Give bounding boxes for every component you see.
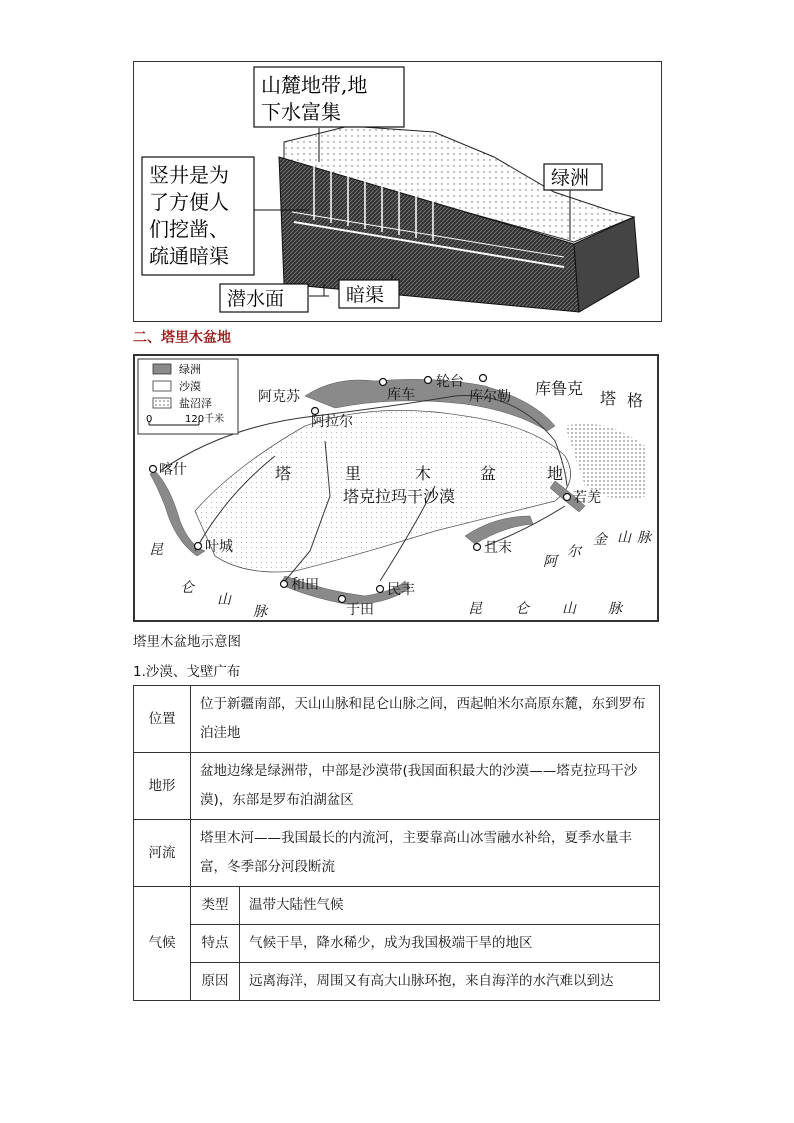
altun-char-5: 脉 xyxy=(637,530,651,546)
table-row xyxy=(134,887,660,925)
desert-name: 塔克拉玛干沙漠 xyxy=(343,487,456,506)
city-ruoqiang-marker xyxy=(564,494,571,501)
climate-sub-header: 特点 xyxy=(191,925,240,963)
basin-char-3: 木 xyxy=(415,464,432,483)
altun-char-3: 金 xyxy=(593,532,607,548)
basin-char-2: 里 xyxy=(345,464,362,483)
city-qiemo-marker xyxy=(474,544,481,551)
city-korla-marker xyxy=(480,375,487,382)
karez-diagram xyxy=(133,61,662,322)
tarim-basin-map xyxy=(133,354,659,622)
city-yecheng: 叶城 xyxy=(205,539,233,555)
city-hotan-marker xyxy=(281,581,288,588)
row-content: 位于新疆南部，天山山脉和昆仑山脉之间，西起帕米尔高原东麓，东到罗布泊洼地 xyxy=(191,686,660,753)
city-kuqa-marker xyxy=(380,379,387,386)
row-content: 盆地边缘是绿洲带，中部是沙漠带(我国面积最大的沙漠——塔克拉玛干沙漠)，东部是罗布泊湖盆区 xyxy=(191,753,660,820)
legend-scale-value: 120千米 xyxy=(185,414,225,425)
table-row xyxy=(134,820,660,887)
city-luntai: 轮台 xyxy=(436,374,464,390)
kunlun-west-char-2: 仑 xyxy=(180,580,194,596)
map-legend xyxy=(138,359,238,434)
kunlun-south-char-2: 仑 xyxy=(515,601,529,617)
basin-char-4: 盆 xyxy=(480,464,497,483)
climate-header: 气候 xyxy=(134,887,191,1001)
city-minfeng-marker xyxy=(377,586,384,593)
shaft-label-line1: 竖井是为 xyxy=(149,163,229,187)
row-header: 地形 xyxy=(134,753,191,820)
climate-content: 温带大陆性气候 xyxy=(240,887,660,925)
city-yutian: 于田 xyxy=(346,602,374,618)
kunlun-west-char-1: 昆 xyxy=(149,542,163,558)
legend-oasis-label: 绿洲 xyxy=(179,363,201,376)
city-hotan: 和田 xyxy=(291,577,319,593)
row-content: 塔里木河——我国最长的内流河，主要靠高山冰雪融水补给，夏季水量丰富，冬季部分河段断流 xyxy=(191,820,660,887)
kunlun-south-char-4: 脉 xyxy=(608,601,622,617)
kunlun-south-char-3: 山 xyxy=(562,601,576,617)
legend-scale-zero: 0 xyxy=(146,414,153,425)
city-qiemo: 且末 xyxy=(484,540,512,556)
city-minfeng: 民丰 xyxy=(387,582,415,598)
foothill-label-line1: 山麓地带,地 xyxy=(261,73,368,97)
altun-char-2: 尔 xyxy=(567,544,581,560)
city-aksu: 阿克苏 xyxy=(258,389,300,405)
city-luntai-marker xyxy=(425,377,432,384)
altun-char-4: 山 xyxy=(617,530,631,546)
subheading: 1.沙漠、戈壁广布 xyxy=(133,664,241,680)
city-ruoqiang: 若羌 xyxy=(573,490,601,506)
city-korla: 库尔勒 xyxy=(469,389,511,405)
city-kashgar-marker xyxy=(150,466,157,473)
altun-char-1: 阿 xyxy=(543,554,557,570)
row-header: 河流 xyxy=(134,820,191,887)
map-caption: 塔里木盆地示意图 xyxy=(133,634,241,650)
climate-content: 远离海洋，周围又有高大山脉环抱，来自海洋的水汽难以到达 xyxy=(240,963,660,1001)
marsh-area xyxy=(565,424,647,500)
legend-desert-label: 沙漠 xyxy=(179,380,201,393)
section-title: 二、塔里木盆地 xyxy=(133,330,231,346)
table-row xyxy=(134,686,660,753)
city-kuqa: 库车 xyxy=(387,387,415,403)
table-row xyxy=(134,963,660,1001)
legend-marsh-label: 盐沼泽 xyxy=(179,397,212,410)
city-kashgar: 喀什 xyxy=(159,462,187,478)
basin-char-1: 塔 xyxy=(275,464,292,483)
kunlun-west-char-4: 脉 xyxy=(253,604,267,620)
city-yutian-marker xyxy=(339,596,346,603)
shaft-label-line3: 们挖凿、 xyxy=(149,217,229,241)
kuruktag-label: 库鲁克 xyxy=(535,379,584,398)
tag-char-1: 塔 xyxy=(600,389,617,408)
table-row xyxy=(134,753,660,820)
climate-content: 气候干旱，降水稀少，成为我国极端干旱的地区 xyxy=(240,925,660,963)
oasis-label: 绿洲 xyxy=(551,167,590,189)
basin-char-5: 地 xyxy=(547,464,564,483)
city-aral: 阿拉尔 xyxy=(311,414,353,430)
kunlun-west-char-3: 山 xyxy=(217,592,231,608)
water-table-label: 潜水面 xyxy=(227,288,285,310)
shaft-label-line4: 疏通暗渠 xyxy=(149,244,229,268)
climate-sub-header: 原因 xyxy=(191,963,240,1001)
kunlun-south-char-1: 昆 xyxy=(468,601,482,617)
row-header: 位置 xyxy=(134,686,191,753)
shaft-label-line2: 了方便人 xyxy=(149,190,229,214)
tarim-info-table xyxy=(133,685,660,1001)
foothill-label-line2: 下水富集 xyxy=(261,100,341,124)
city-yecheng-marker xyxy=(195,543,202,550)
tag-char-2: 格 xyxy=(627,391,644,410)
climate-sub-header: 类型 xyxy=(191,887,240,925)
canal-label: 暗渠 xyxy=(346,284,385,306)
table-row xyxy=(134,925,660,963)
